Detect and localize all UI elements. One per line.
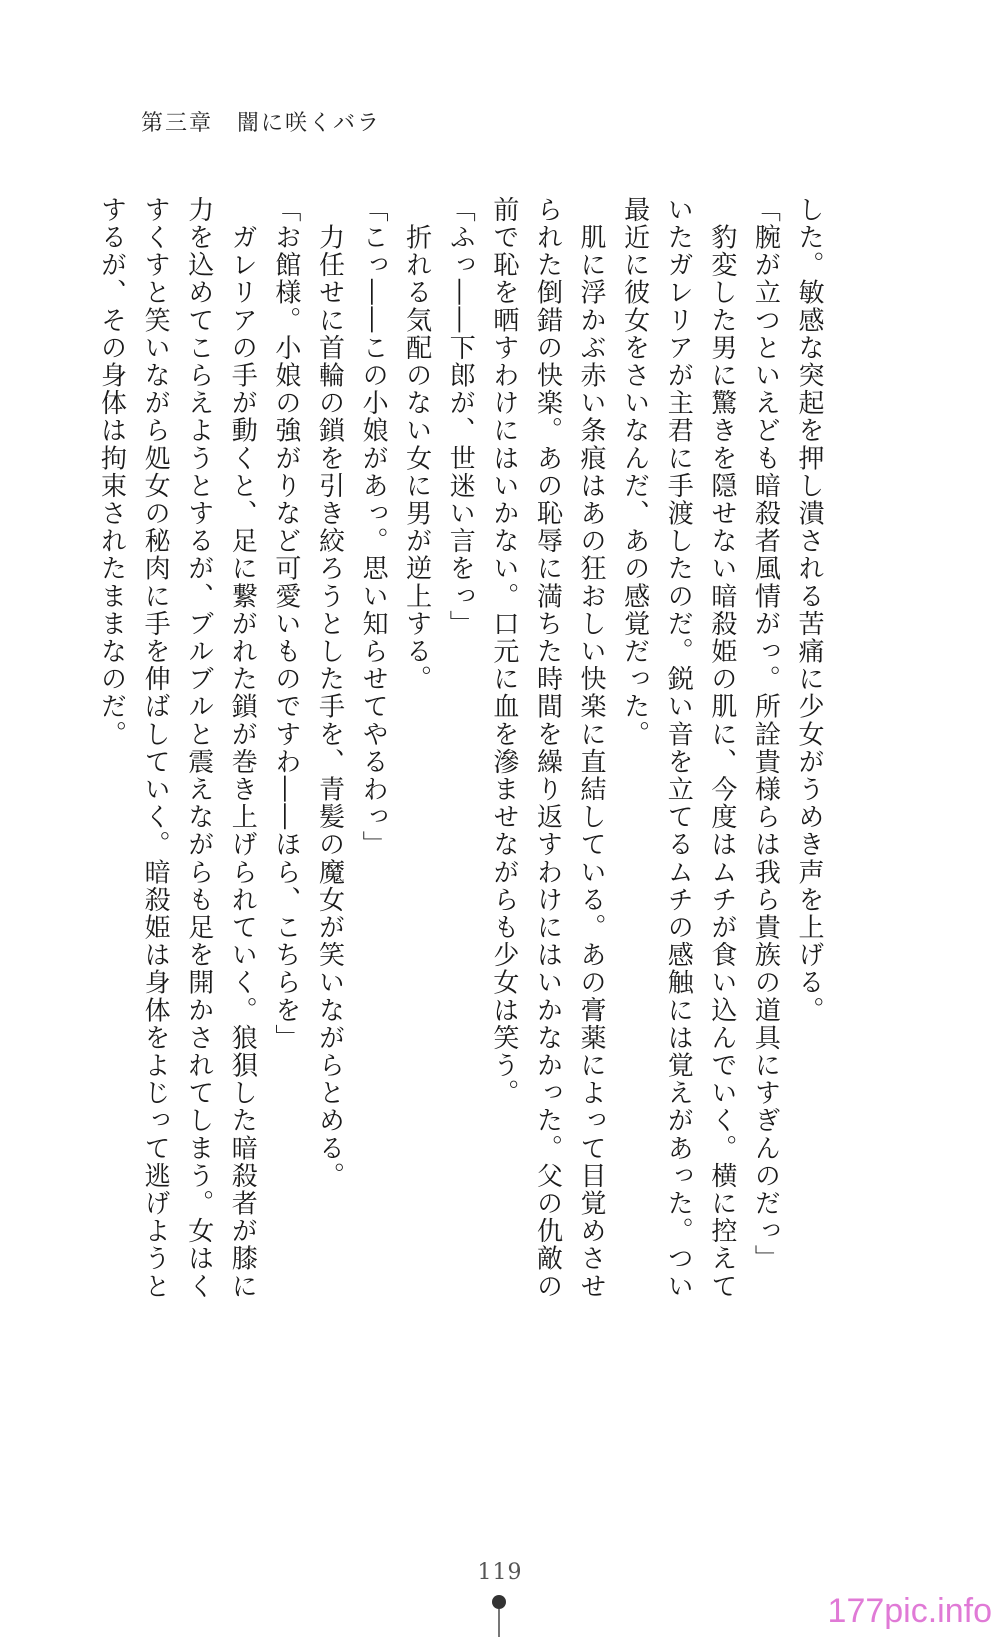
body-text (96, 196, 830, 1326)
paragraph: 豹変した男に驚きを隠せない暗殺姫の肌に、今度はムチが食い込んでいく。横に控えていたガレリアが主君に手渡したのだ。鋭い音を立てるムチの感触には覚えがあった。つい最近に彼女をさいなんだ、あの感覚だった。 (619, 196, 737, 1300)
marker-dot-icon (492, 1595, 506, 1609)
paragraph: 力任せに首輪の鎖を引き絞ろうとした手を、青髪の魔女が笑いながらとめる。 (314, 196, 345, 1190)
watermark: 177pic.info (827, 1592, 992, 1630)
paragraph: 「腕が立つといえども暗殺者風情がっ。所詮貴様らは我ら貴族の道具にすぎんのだっ」 (750, 196, 781, 1273)
page-marker (492, 1595, 506, 1637)
marker-line (498, 1609, 500, 1637)
paragraph: ガレリアの手が動くと、足に繋がれた鎖が巻き上げられていく。狼狽した暗殺者が膝に力を込めてこらえようとするが、ブルブルと震えながらも足を開かされてしまう。女はくすくすと笑いながら処女の秘肉に手を伸ばしていく。暗殺姫は身体をよじって逃げようとするが、その身体は拘束されたままなのだ。 (96, 196, 258, 1300)
page-number: 119 (477, 1560, 523, 1585)
paragraph: 折れる気配のない女に男が逆上する。 (401, 196, 432, 693)
paragraph: 「お館様。小娘の強がりなど可愛いものですわ――ほら、こちらを」 (270, 196, 301, 1052)
paragraph: 「こっ――この小娘があっ。思い知らせてやるわっ」 (358, 196, 389, 859)
chapter-title: 第三章 闇に咲くバラ (141, 111, 382, 136)
paragraph: 肌に浮かぶ赤い条痕はあの狂おしい快楽に直結している。あの膏薬によって目覚めさせられた倒錯の快楽。あの恥辱に満ちた時間を繰り返すわけにはいかなかった。父の仇敵の前で恥を晒すわけにはいかない。口元に血を滲ませながらも少女は笑う。 (488, 196, 607, 1300)
paragraph: 「ふっ――下郎が、世迷い言をっ」 (445, 196, 476, 638)
paragraph: した。敏感な突起を押し潰される苦痛に少女がうめき声を上げる。 (794, 196, 824, 1024)
